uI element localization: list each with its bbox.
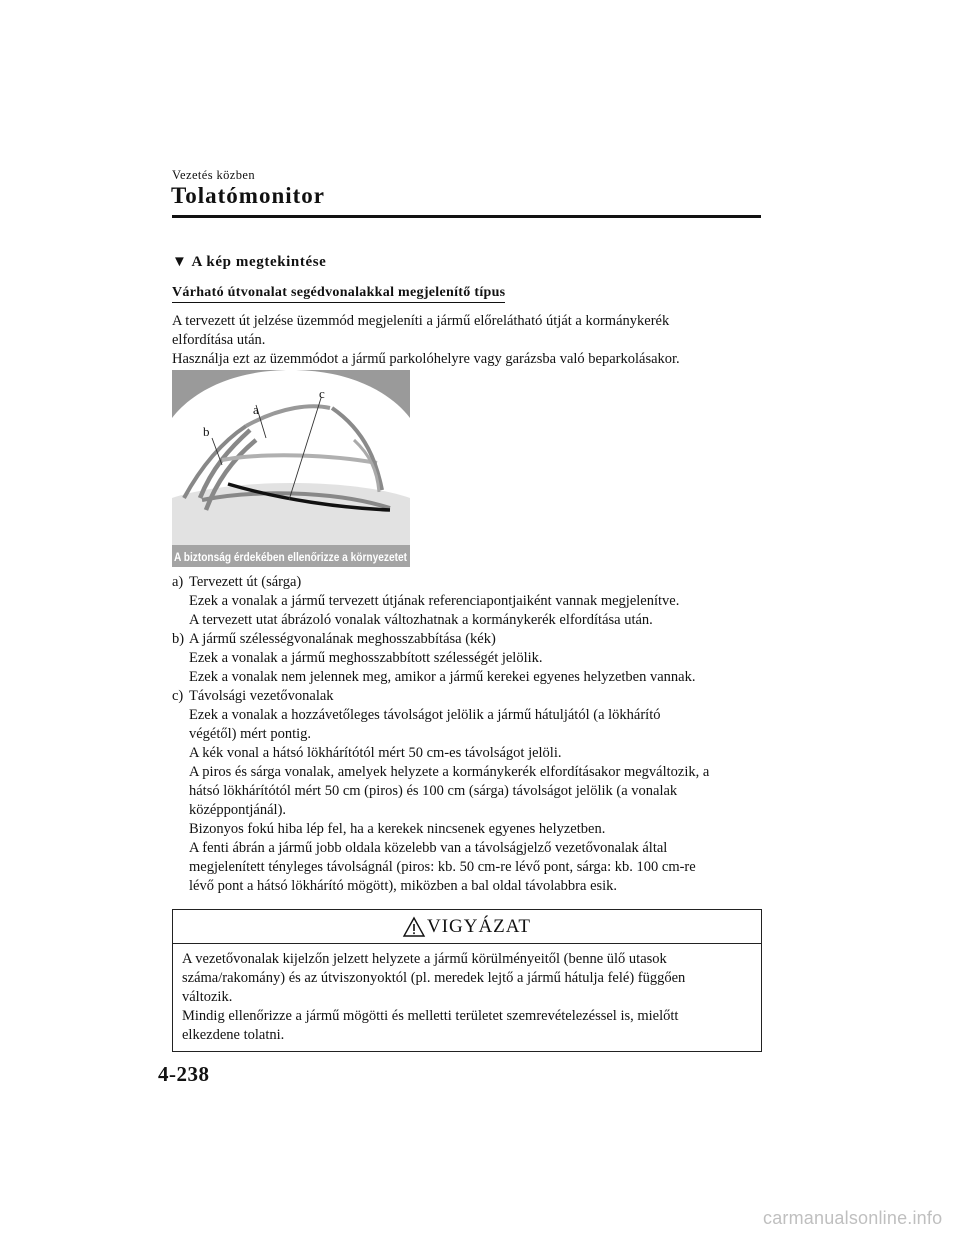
caution-line: száma/rakomány) és az útviszonyoktól (pl. meredek lejtő a jármű hátulja felé) függően (182, 970, 686, 986)
definition-line: Ezek a vonalak a jármű meghosszabbított szélességét jelölik. (189, 650, 543, 666)
definition-line: hátsó lökhárítótól mért 50 cm (piros) és 100 cm (sárga) távolságot jelölik (a vonalak (189, 783, 678, 799)
watermark: carmanualsonline.info (763, 1208, 943, 1228)
intro-text (172, 312, 762, 369)
definition-line: lévő pont a hátsó lökhárító mögött), miközben a bal oldal távolabbra esik. (189, 878, 618, 894)
definition-line: Ezek a vonalak a hozzávetőleges távolságot jelölik a jármű hátuljától (a lökhárító (189, 707, 661, 723)
definition-b (172, 630, 772, 687)
type-heading: Várható útvonalat segédvonalakkal megjelenítő típus (172, 285, 505, 303)
title-divider (172, 215, 761, 218)
definition-line: végétől) mért pontig. (189, 726, 312, 742)
subheading (172, 254, 326, 271)
definition-title: Távolsági vezetővonalak (189, 688, 334, 704)
callout-a: a (253, 402, 259, 417)
caution-line: A vezetővonalak kijelzőn jelzett helyzete a jármű körülményeitől (benne ülő utasok (182, 951, 667, 967)
definition-label: c) (172, 688, 184, 704)
definitions-list (172, 573, 772, 896)
definition-line: A kék vonal a hátsó lökhárítótól mért 50 cm-es távolságot jelöli. (189, 745, 562, 761)
warning-triangle-icon (403, 917, 425, 937)
definition-label: b) (172, 631, 185, 647)
definition-line: Ezek a vonalak nem jelennek meg, amikor a jármű kerekei egyenes helyzetben vannak. (189, 669, 696, 685)
definition-title: A jármű szélességvonalának meghosszabbítása (kék) (189, 631, 496, 647)
definition-a (172, 573, 772, 630)
callout-b: b (203, 424, 210, 439)
definition-line: A fenti ábrán a jármű jobb oldala közelebb van a távolságjelző vezetővonalak által (189, 840, 668, 856)
page-title: Tolatómonitor (171, 183, 325, 208)
caution-title: VIGYÁZAT (426, 915, 532, 937)
caution-text (173, 944, 761, 1045)
triangle-marker-icon: ▼ (172, 254, 188, 270)
page-number: 4-238 (158, 1062, 210, 1086)
caution-header (173, 910, 761, 944)
intro-line: A tervezett út jelzése üzemmód megjeleníti a jármű előrelátható útját a kormánykerék (172, 313, 670, 329)
intro-line: elfordítása után. (172, 332, 266, 348)
definition-line: Bizonyos fokú hiba lép fel, ha a kerekek nincsenek egyenes helyzetben. (189, 821, 606, 837)
subheading-text: A kép megtekintése (191, 254, 327, 270)
definition-c (172, 687, 772, 896)
definition-line: Ezek a vonalak a jármű tervezett útjának referenciapontjaiként vannak megjelenítve. (189, 593, 680, 609)
intro-line: Használja ezt az üzemmódot a jármű parkolóhelyre vagy garázsba való beparkolásakor. (172, 351, 680, 367)
callout-c: c (319, 386, 325, 401)
caution-line: elkezdene tolatni. (182, 1027, 285, 1043)
camera-view-figure (172, 370, 410, 567)
caution-line: változik. (182, 989, 233, 1005)
section-label: Vezetés közben (172, 168, 255, 182)
definition-title: Tervezett út (sárga) (189, 574, 302, 590)
definition-line: középpontjánál). (189, 802, 287, 818)
caution-line: Mindig ellenőrizze a jármű mögötti és melletti területet szemrevételezéssel is, mielőtt (182, 1008, 679, 1024)
screen-message: A biztonság érdekében ellenőrizze a környezetet (174, 552, 408, 564)
definition-line: A tervezett utat ábrázoló vonalak változhatnak a kormánykerék elfordítása után. (189, 612, 653, 628)
definition-line: megjelenített tényleges távolságnál (piros: kb. 50 cm-re lévő pont, sárga: kb. 100 cm-re (189, 859, 696, 875)
caution-box (172, 909, 762, 1052)
definition-label: a) (172, 574, 184, 590)
definition-line: A piros és sárga vonalak, amelyek helyzete a kormánykerék elfordításakor megváltozik, a (189, 764, 710, 780)
